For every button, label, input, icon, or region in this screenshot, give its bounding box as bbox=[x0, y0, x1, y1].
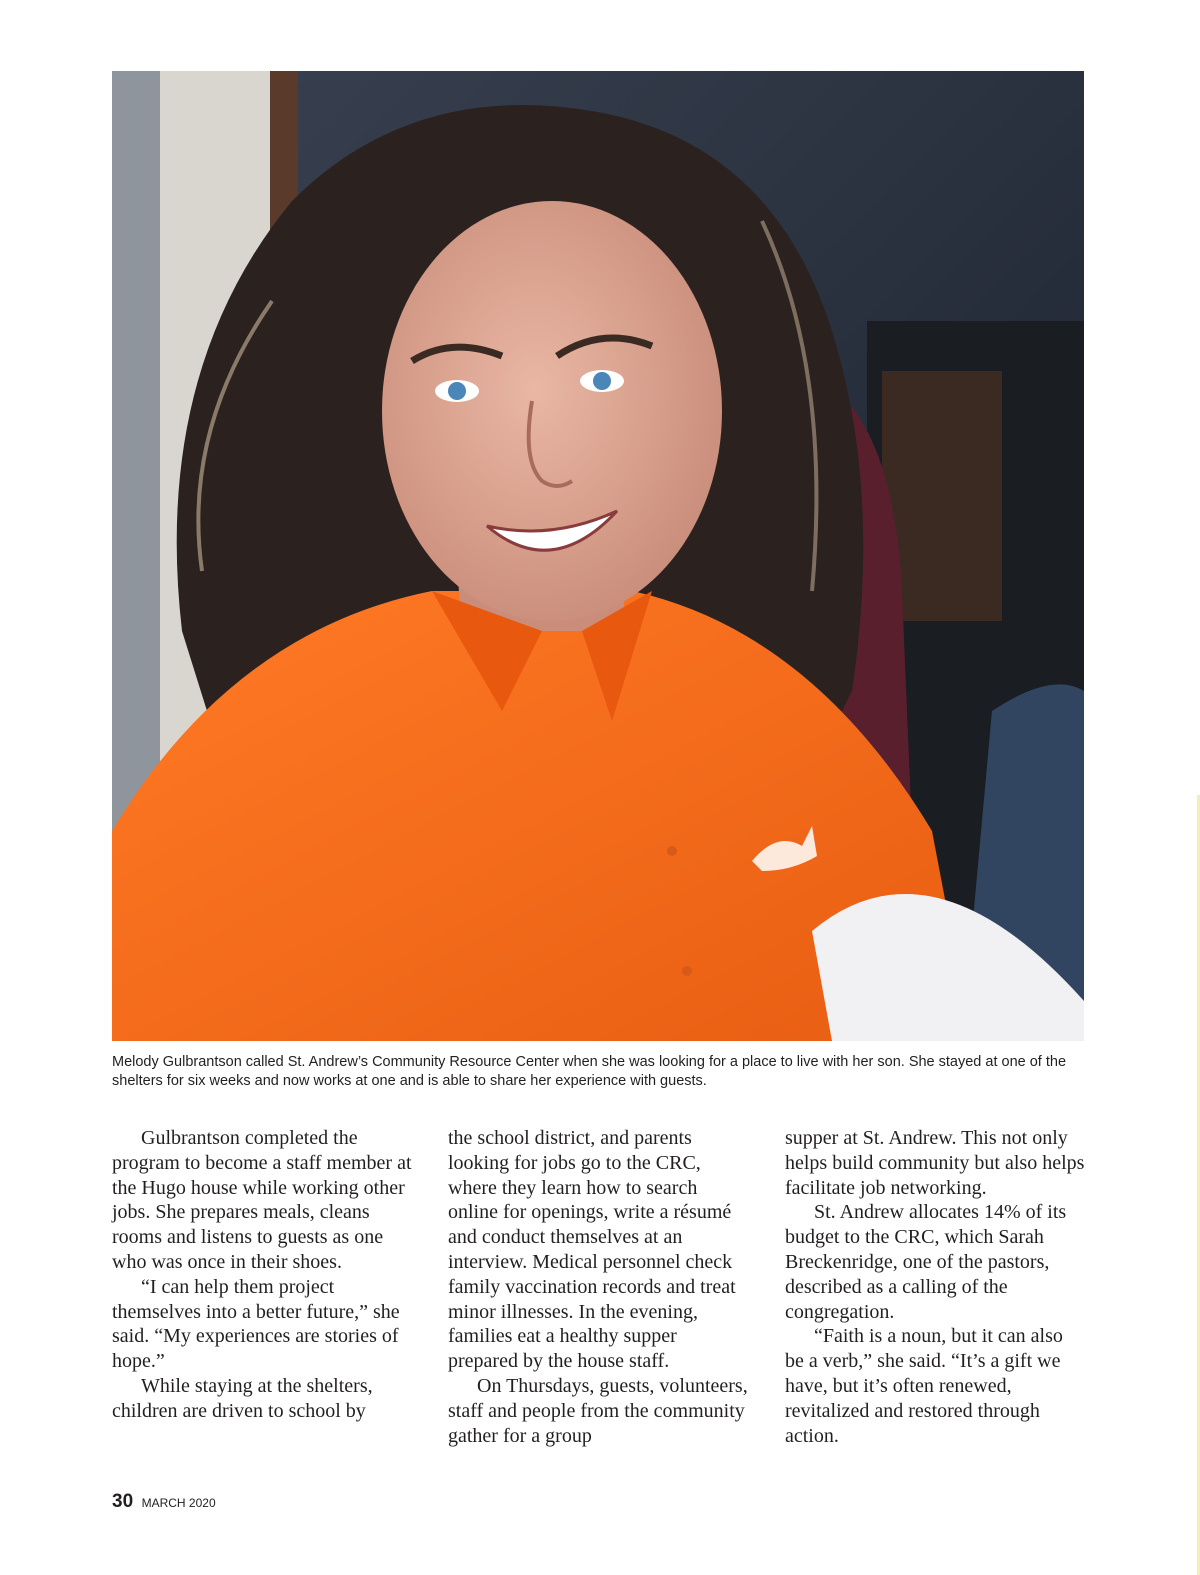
page-number: 30 bbox=[112, 1491, 134, 1512]
paragraph: the school district, and parents looking for jobs go to the CRC, where they learn how to search online for openings, write a résumé and conduct themselves at an interview. Medical personnel check family vaccination records and treat minor illnesses. In the evening, families eat a healthy supper prepared by the house staff. bbox=[448, 1127, 736, 1373]
paragraph: While staying at the shelters, children are driven to school by bbox=[112, 1374, 373, 1422]
photo-caption: Melody Gulbrantson called St. Andrew’s Community Resource Center when she was looking for a place to live with her son. She stayed at one of the shelters for six weeks and now works at one and is able to share her experience with guests. bbox=[112, 1054, 1067, 1089]
paragraph: On Thursdays, guests, volunteers, staff and people from the community gather for a group bbox=[448, 1374, 748, 1447]
portrait-photo bbox=[112, 71, 1084, 1041]
issue-date: MARCH 2020 bbox=[141, 1496, 216, 1510]
paragraph: “I can help them project themselves into a better future,” she said. “My experiences are stories of hope.” bbox=[112, 1275, 400, 1373]
portrait-illustration bbox=[112, 71, 1084, 1041]
article-column-1 bbox=[112, 1126, 412, 1424]
paragraph: Gulbrantson completed the program to become a staff member at the Hugo house while working other jobs. She prepares meals, cleans rooms and listens to guests as one who was once in their shoes. bbox=[112, 1127, 412, 1273]
article-column-3 bbox=[785, 1126, 1085, 1448]
paragraph: St. Andrew allocates 14% of its budget to the CRC, which Sarah Breckenridge, one of the pastors, described as a calling of the congregation. bbox=[785, 1201, 1067, 1323]
paragraph: “Faith is a noun, but it can also be a verb,” she said. “It’s a gift we have, but it’s often renewed, revitalized and restored through action. bbox=[785, 1325, 1063, 1447]
article-column-2 bbox=[448, 1126, 748, 1448]
page-folio bbox=[112, 1491, 216, 1513]
paragraph: supper at St. Andrew. This not only helps build community but also helps facilitate job networking. bbox=[785, 1127, 1085, 1199]
